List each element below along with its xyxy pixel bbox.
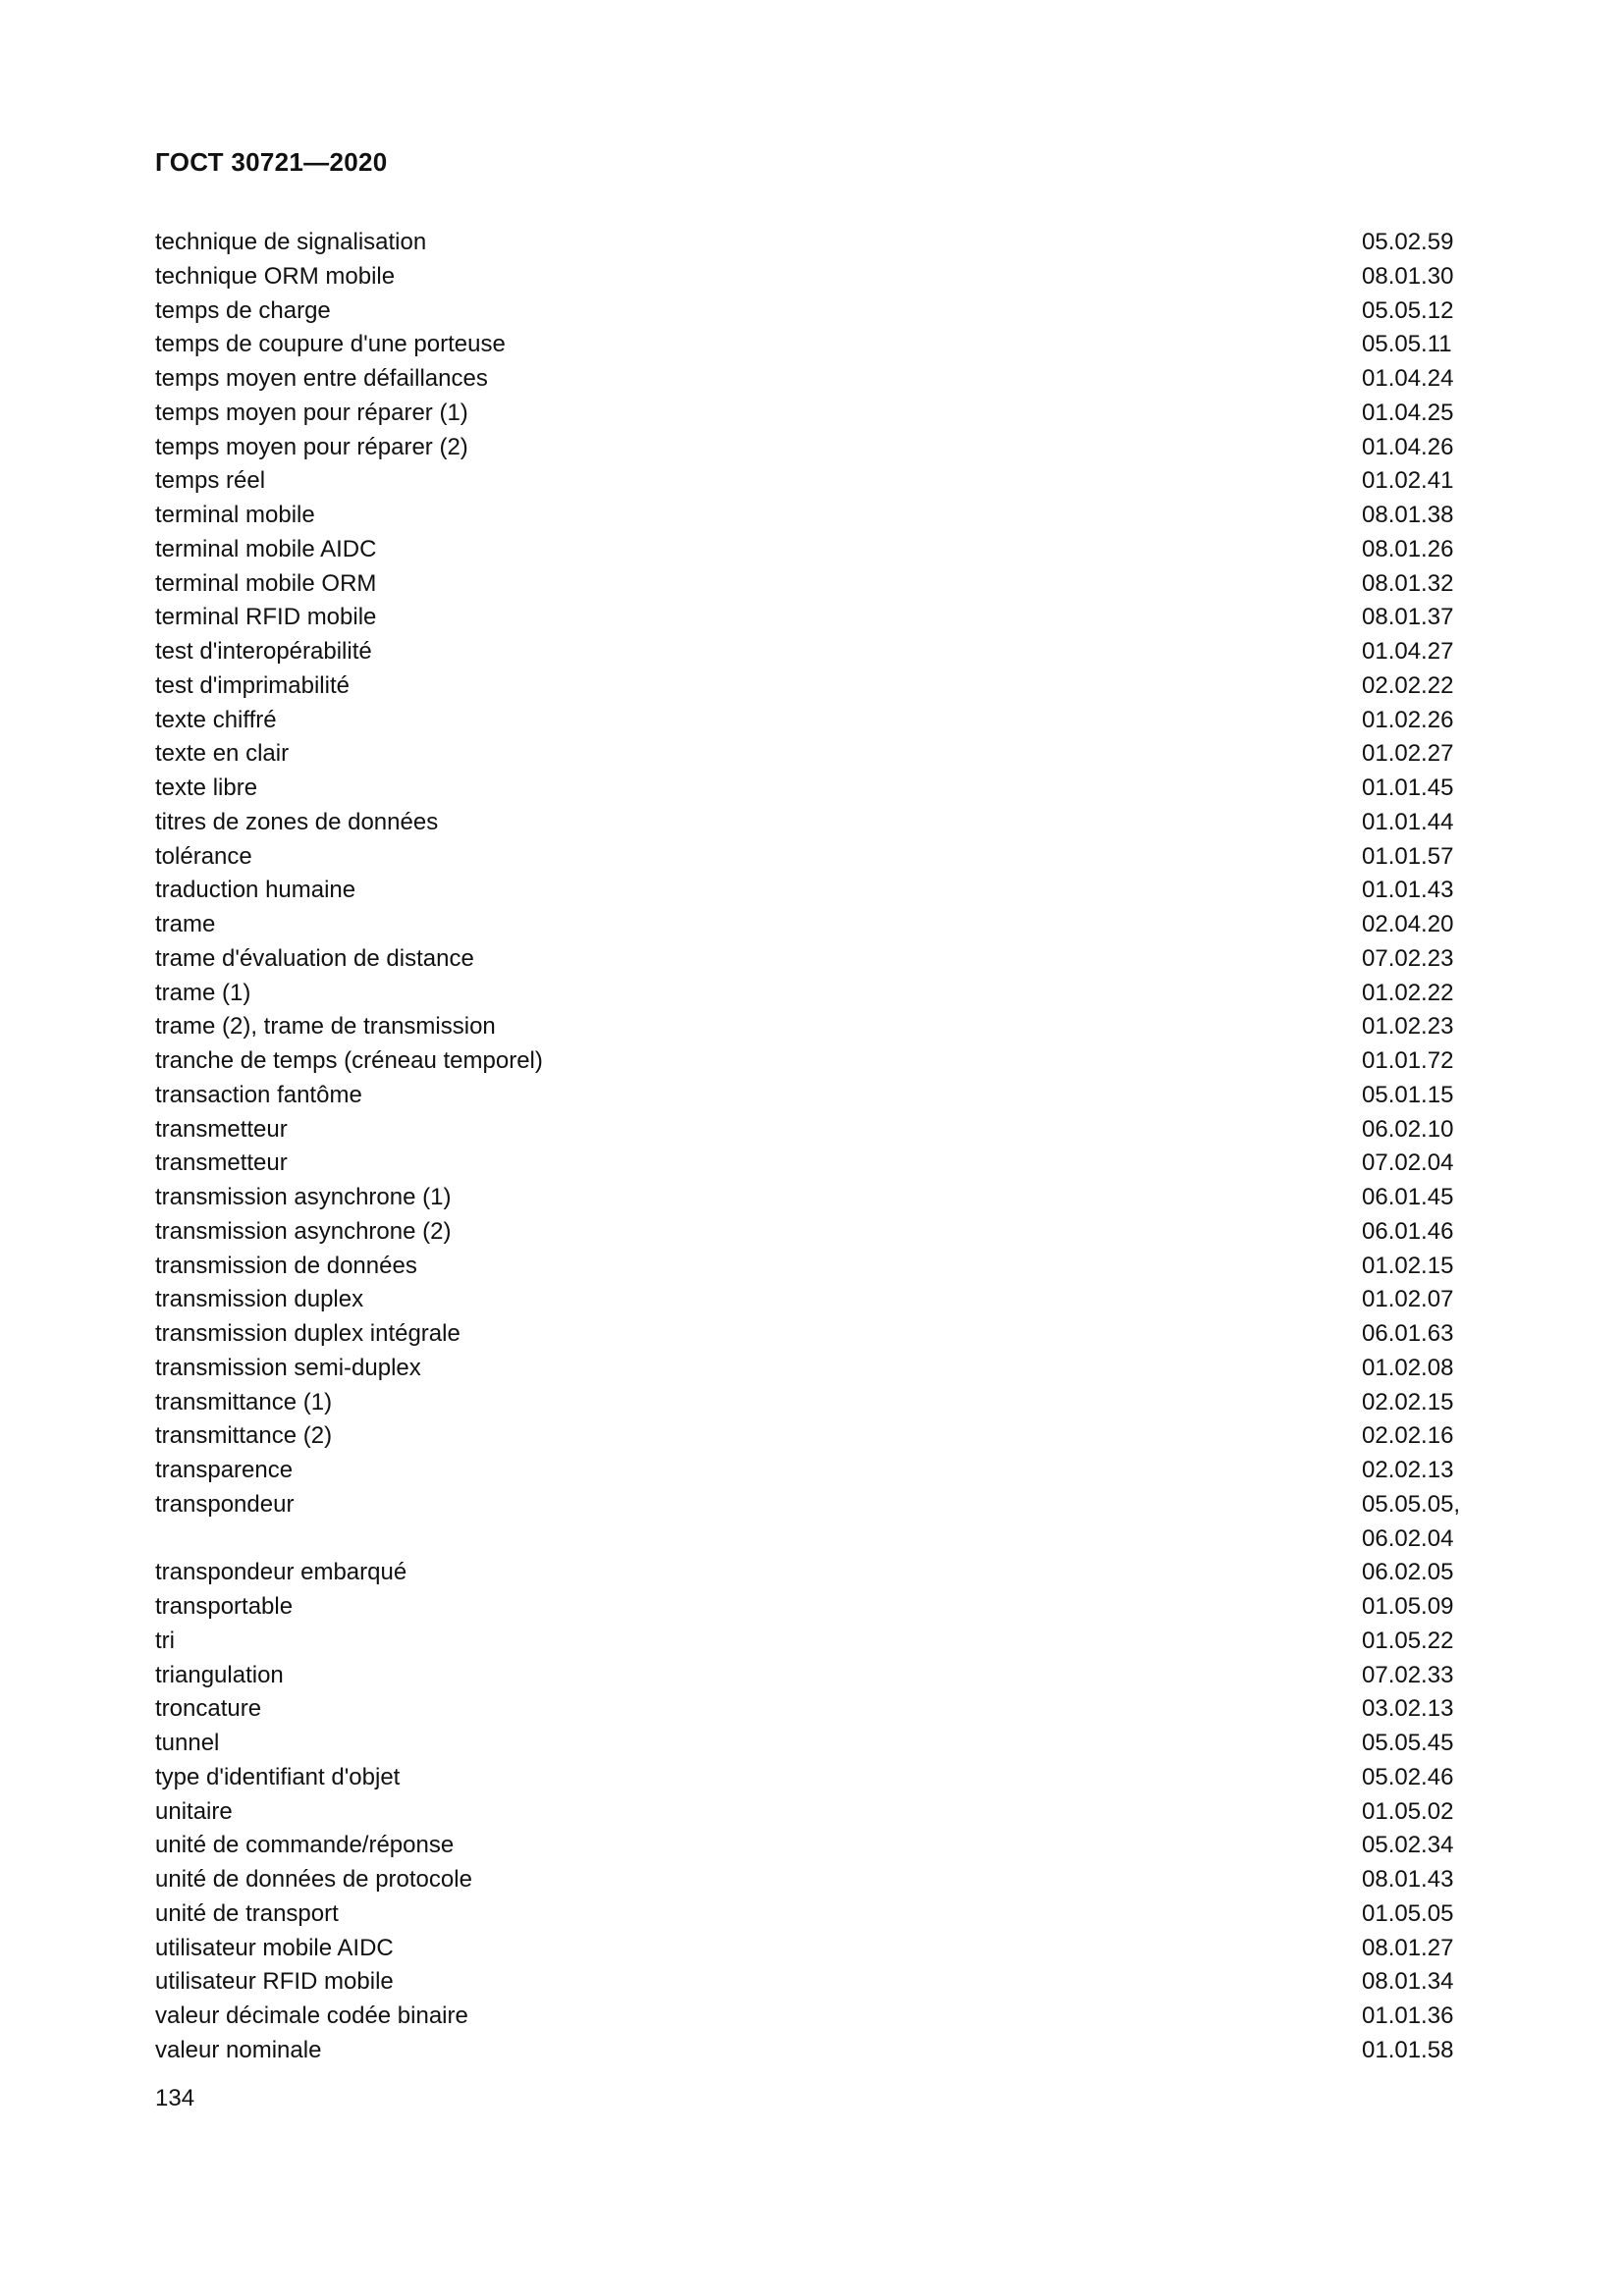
index-term: transportable [155, 1593, 294, 1620]
index-refs [1362, 260, 1468, 294]
index-refs [1362, 601, 1468, 635]
index-refs [1362, 1795, 1468, 1830]
index-ref: 08.01.37 [1362, 604, 1454, 631]
index-term: transmittance (2) [155, 1422, 333, 1450]
index-entry [155, 601, 1468, 635]
index-entry [155, 2000, 1468, 2034]
index-entry [155, 1419, 1468, 1454]
index-term: test d'imprimabilité [155, 671, 350, 699]
index-refs [1362, 1250, 1468, 1284]
index-term: transparence [155, 1457, 294, 1483]
index-ref: 01.05.09 [1362, 1593, 1454, 1620]
index-term: unité de transport [155, 1899, 339, 1927]
page-header: ГОСТ 30721—2020 [155, 147, 388, 177]
index-ref: 06.02.05 [1362, 1559, 1454, 1586]
index-refs [1362, 1761, 1468, 1795]
index-entry [155, 840, 1468, 875]
index-ref: 06.01.45 [1362, 1184, 1454, 1210]
index-ref: 06.02.10 [1362, 1115, 1454, 1143]
index-term: technique ORM mobile [155, 262, 396, 290]
index-ref: 01.01.57 [1362, 842, 1454, 870]
index-ref: 08.01.34 [1362, 1968, 1454, 1996]
index-term: valeur décimale codée binaire [155, 2002, 468, 2029]
index-refs [1362, 977, 1468, 1011]
index-refs [1362, 2000, 1468, 2034]
index-list [155, 226, 1468, 2068]
index-term: texte chiffré [155, 706, 277, 733]
index-entry [155, 1659, 1468, 1693]
index-entry [155, 567, 1468, 602]
index-term: traduction humaine [155, 877, 356, 904]
index-term: test d'interopérabilité [155, 638, 372, 665]
index-refs [1362, 1454, 1468, 1488]
index-ref: 01.05.02 [1362, 1797, 1454, 1825]
index-entry [155, 942, 1468, 977]
index-refs [1362, 1317, 1468, 1352]
index-ref: 06.02.04 [1362, 1524, 1454, 1552]
index-term: terminal mobile ORM [155, 569, 377, 597]
index-ref: 08.01.38 [1362, 502, 1454, 528]
index-refs [1362, 226, 1468, 260]
index-term: trame [155, 911, 216, 937]
index-refs [1362, 464, 1468, 499]
index-term: transpondeur embarqué [155, 1559, 407, 1586]
index-term: tunnel [155, 1730, 220, 1756]
index-ref: 05.05.05, [1362, 1490, 1461, 1518]
index-refs [1362, 499, 1468, 533]
index-ref: 02.02.22 [1362, 671, 1454, 699]
index-ref: 07.02.23 [1362, 944, 1454, 972]
index-term: terminal mobile AIDC [155, 535, 377, 562]
index-entry [155, 1250, 1468, 1284]
index-ref: 01.01.45 [1362, 774, 1454, 801]
index-entry [155, 1147, 1468, 1181]
index-entry [155, 1897, 1468, 1932]
index-term: temps moyen pour réparer (2) [155, 433, 468, 460]
index-entry [155, 1352, 1468, 1386]
index-term: temps de charge [155, 296, 331, 324]
index-refs [1362, 669, 1468, 704]
index-refs [1362, 874, 1468, 908]
index-term: valeur nominale [155, 2036, 322, 2063]
index-refs [1362, 840, 1468, 875]
index-ref: 01.02.15 [1362, 1252, 1454, 1279]
index-refs [1362, 1625, 1468, 1659]
index-entry [155, 908, 1468, 942]
index-ref: 01.04.24 [1362, 365, 1454, 392]
index-entry [155, 1454, 1468, 1488]
index-refs [1362, 1419, 1468, 1454]
index-ref: 05.02.34 [1362, 1832, 1454, 1859]
index-term: tolérance [155, 842, 252, 870]
index-refs [1362, 1386, 1468, 1420]
index-entry [155, 1215, 1468, 1250]
index-entry [155, 772, 1468, 806]
index-ref: 08.01.26 [1362, 535, 1454, 562]
index-entry [155, 499, 1468, 533]
index-entry [155, 533, 1468, 567]
index-term: transmission duplex [155, 1286, 364, 1313]
index-refs [1362, 567, 1468, 602]
index-refs [1362, 1965, 1468, 2000]
index-term: temps de coupure d'une porteuse [155, 331, 506, 358]
index-entry [155, 874, 1468, 908]
index-ref: 01.04.25 [1362, 399, 1454, 426]
index-ref: 05.05.11 [1362, 331, 1452, 358]
index-refs [1362, 704, 1468, 738]
index-ref: 01.01.72 [1362, 1047, 1454, 1074]
index-term: transmission duplex intégrale [155, 1320, 460, 1347]
index-entry [155, 704, 1468, 738]
index-refs [1362, 1352, 1468, 1386]
index-entry [155, 669, 1468, 704]
index-entry [155, 464, 1468, 499]
index-term: transmission asynchrone (2) [155, 1217, 452, 1245]
index-refs [1362, 2034, 1468, 2068]
index-term: transaction fantôme [155, 1081, 362, 1108]
index-term: unité de données de protocole [155, 1866, 472, 1893]
index-ref: 01.02.41 [1362, 467, 1454, 495]
index-entry [155, 260, 1468, 294]
index-entry [155, 1625, 1468, 1659]
index-entry [155, 1556, 1468, 1590]
index-entry [155, 1932, 1468, 1966]
index-refs [1362, 1181, 1468, 1215]
index-refs [1362, 1590, 1468, 1625]
index-refs [1362, 362, 1468, 397]
index-ref: 01.01.58 [1362, 2036, 1454, 2063]
index-ref: 01.02.08 [1362, 1354, 1454, 1381]
index-refs [1362, 737, 1468, 772]
index-ref: 01.01.43 [1362, 877, 1454, 904]
index-term: trame (2), trame de transmission [155, 1013, 496, 1041]
index-entry [155, 2034, 1468, 2068]
index-term: transmission asynchrone (1) [155, 1184, 452, 1210]
index-term: transmission semi-duplex [155, 1354, 421, 1381]
index-ref: 02.02.16 [1362, 1422, 1454, 1450]
index-term: utilisateur RFID mobile [155, 1968, 394, 1996]
index-refs [1362, 1897, 1468, 1932]
index-entry [155, 1113, 1468, 1148]
index-ref: 02.02.15 [1362, 1388, 1454, 1415]
index-ref: 06.01.46 [1362, 1217, 1454, 1245]
index-entry [155, 1965, 1468, 2000]
index-entry [155, 1761, 1468, 1795]
index-ref: 07.02.04 [1362, 1149, 1454, 1177]
index-term: troncature [155, 1695, 262, 1723]
index-entry [155, 1692, 1468, 1727]
index-refs [1362, 1215, 1468, 1250]
index-ref: 05.02.46 [1362, 1763, 1454, 1790]
index-entry [155, 1590, 1468, 1625]
index-refs [1362, 1488, 1468, 1557]
index-term: transmetteur [155, 1149, 288, 1177]
index-refs [1362, 942, 1468, 977]
index-refs [1362, 1932, 1468, 1966]
index-refs [1362, 772, 1468, 806]
index-ref: 01.02.27 [1362, 740, 1454, 768]
index-refs [1362, 1659, 1468, 1693]
index-term: transmittance (1) [155, 1388, 333, 1415]
index-refs [1362, 1147, 1468, 1181]
index-term: titres de zones de données [155, 808, 439, 835]
index-refs [1362, 1863, 1468, 1897]
index-term: triangulation [155, 1661, 284, 1688]
index-term: unitaire [155, 1797, 233, 1825]
index-refs [1362, 1010, 1468, 1044]
index-refs [1362, 431, 1468, 465]
index-entry [155, 1010, 1468, 1044]
page-number: 134 [155, 2085, 195, 2111]
index-term: temps moyen entre défaillances [155, 365, 488, 392]
index-term: type d'identifiant d'objet [155, 1763, 401, 1790]
index-entry [155, 1044, 1468, 1079]
index-refs [1362, 1727, 1468, 1761]
index-ref: 07.02.33 [1362, 1661, 1454, 1688]
index-entry [155, 1727, 1468, 1761]
index-ref: 08.01.30 [1362, 262, 1454, 290]
index-refs [1362, 1283, 1468, 1317]
index-entry [155, 362, 1468, 397]
index-term: terminal mobile [155, 502, 315, 528]
index-ref: 01.02.26 [1362, 706, 1454, 733]
index-ref: 01.05.05 [1362, 1899, 1454, 1927]
index-refs [1362, 908, 1468, 942]
index-ref: 01.04.26 [1362, 433, 1454, 460]
index-entry [155, 1079, 1468, 1113]
index-term: utilisateur mobile AIDC [155, 1934, 394, 1961]
index-refs [1362, 806, 1468, 840]
index-refs [1362, 1692, 1468, 1727]
index-term: tri [155, 1627, 175, 1654]
index-ref: 08.01.27 [1362, 1934, 1454, 1961]
index-ref: 02.02.13 [1362, 1457, 1454, 1483]
index-ref: 05.01.15 [1362, 1081, 1454, 1108]
index-term: transpondeur [155, 1490, 295, 1518]
index-term: trame (1) [155, 979, 251, 1006]
index-ref: 01.02.22 [1362, 979, 1454, 1006]
index-ref: 01.02.07 [1362, 1286, 1454, 1313]
index-ref: 01.01.44 [1362, 808, 1454, 835]
index-entry [155, 1181, 1468, 1215]
index-entry [155, 328, 1468, 362]
index-refs [1362, 397, 1468, 431]
index-entry [155, 1795, 1468, 1830]
index-ref: 01.02.23 [1362, 1013, 1454, 1041]
index-ref: 01.04.27 [1362, 638, 1454, 665]
index-refs [1362, 1556, 1468, 1590]
index-ref: 01.01.36 [1362, 2002, 1454, 2029]
index-ref: 05.02.59 [1362, 229, 1454, 255]
index-ref: 01.05.22 [1362, 1627, 1454, 1654]
index-entry [155, 737, 1468, 772]
index-ref: 05.05.12 [1362, 296, 1454, 324]
index-entry [155, 1283, 1468, 1317]
index-term: texte libre [155, 774, 258, 801]
index-entry [155, 806, 1468, 840]
index-ref: 08.01.43 [1362, 1866, 1454, 1893]
index-refs [1362, 328, 1468, 362]
index-entry [155, 977, 1468, 1011]
index-entry [155, 1488, 1468, 1557]
index-term: transmetteur [155, 1115, 288, 1143]
index-ref: 02.04.20 [1362, 911, 1454, 937]
index-refs [1362, 294, 1468, 329]
index-term: terminal RFID mobile [155, 604, 377, 631]
index-entry [155, 397, 1468, 431]
index-entry [155, 1863, 1468, 1897]
index-entry [155, 431, 1468, 465]
index-refs [1362, 533, 1468, 567]
index-refs [1362, 1829, 1468, 1863]
index-entry [155, 226, 1468, 260]
index-ref: 05.05.45 [1362, 1730, 1454, 1756]
index-entry [155, 294, 1468, 329]
index-refs [1362, 1044, 1468, 1079]
index-refs [1362, 1113, 1468, 1148]
index-term: transmission de données [155, 1252, 417, 1279]
index-ref: 06.01.63 [1362, 1320, 1454, 1347]
index-ref: 03.02.13 [1362, 1695, 1454, 1723]
index-term: tranche de temps (créneau temporel) [155, 1047, 543, 1074]
index-term: trame d'évaluation de distance [155, 944, 474, 972]
index-ref: 08.01.32 [1362, 569, 1454, 597]
index-entry [155, 1317, 1468, 1352]
index-entry [155, 1829, 1468, 1863]
index-term: temps moyen pour réparer (1) [155, 399, 468, 426]
index-entry [155, 635, 1468, 669]
index-entry [155, 1386, 1468, 1420]
index-term: unité de commande/réponse [155, 1832, 455, 1859]
index-refs [1362, 635, 1468, 669]
index-refs [1362, 1079, 1468, 1113]
index-term: technique de signalisation [155, 229, 427, 255]
index-term: texte en clair [155, 740, 290, 768]
index-term: temps réel [155, 467, 266, 495]
